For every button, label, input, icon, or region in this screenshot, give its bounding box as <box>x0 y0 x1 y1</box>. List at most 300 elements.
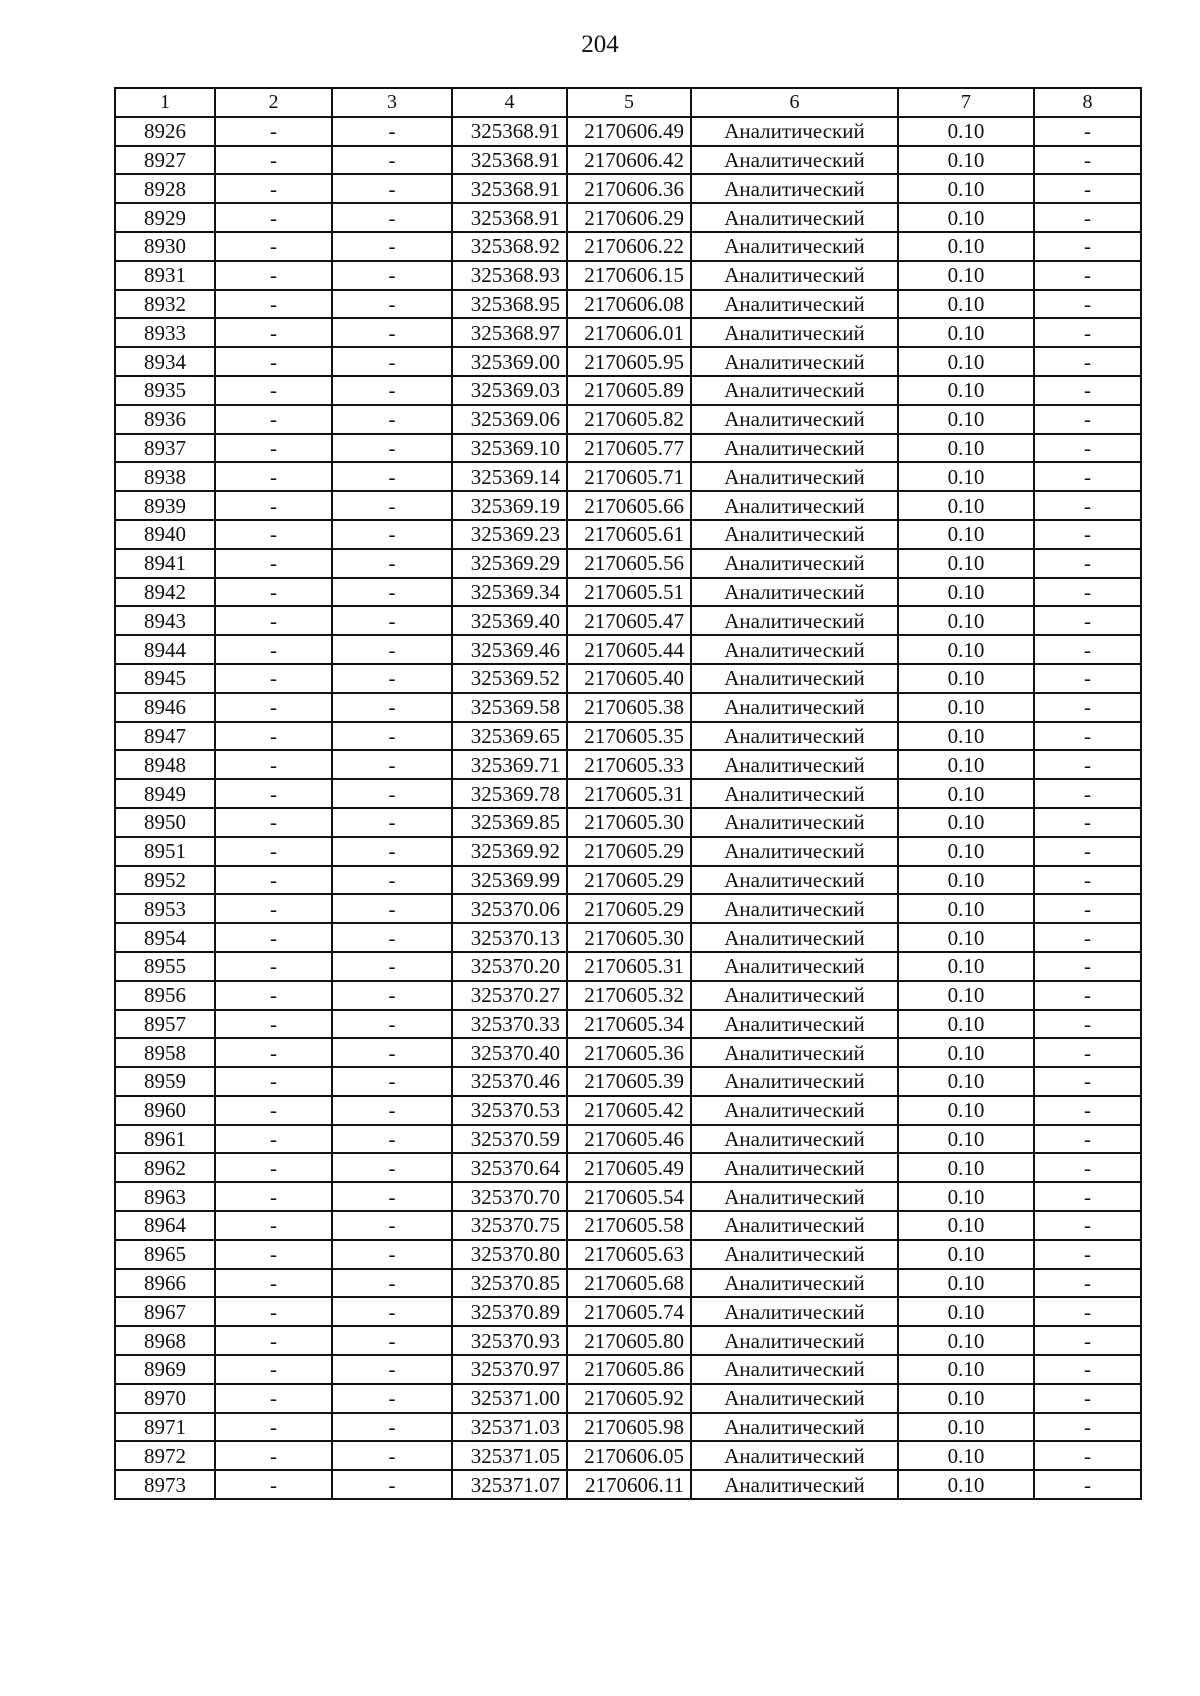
cell-coord-y: 2170605.63 <box>567 1240 691 1269</box>
cell-col-2: - <box>215 1470 332 1499</box>
cell-point-number: 8967 <box>115 1297 215 1326</box>
cell-accuracy: 0.10 <box>898 1441 1034 1470</box>
cell-coord-y: 2170605.58 <box>567 1211 691 1240</box>
cell-point-number: 8963 <box>115 1182 215 1211</box>
cell-accuracy: 0.10 <box>898 578 1034 607</box>
coordinates-table-container <box>114 87 1140 1500</box>
cell-col-3: - <box>332 347 452 376</box>
cell-coord-x: 325370.13 <box>452 923 567 952</box>
cell-accuracy: 0.10 <box>898 635 1034 664</box>
cell-method: Аналитический <box>691 1297 898 1326</box>
column-header-5: 5 <box>567 88 691 117</box>
cell-col-2: - <box>215 1240 332 1269</box>
cell-coord-x: 325368.95 <box>452 290 567 319</box>
cell-method: Аналитический <box>691 1153 898 1182</box>
cell-method: Аналитический <box>691 318 898 347</box>
cell-col-2: - <box>215 491 332 520</box>
table-row <box>115 434 1141 463</box>
cell-col-3: - <box>332 261 452 290</box>
cell-method: Аналитический <box>691 693 898 722</box>
cell-method: Аналитический <box>691 1441 898 1470</box>
table-row <box>115 491 1141 520</box>
cell-coord-x: 325369.85 <box>452 808 567 837</box>
cell-coord-y: 2170606.29 <box>567 203 691 232</box>
cell-col-2: - <box>215 1384 332 1413</box>
cell-col-2: - <box>215 405 332 434</box>
cell-method: Аналитический <box>691 578 898 607</box>
cell-method: Аналитический <box>691 894 898 923</box>
cell-col-2: - <box>215 923 332 952</box>
table-row <box>115 750 1141 779</box>
cell-coord-x: 325368.91 <box>452 203 567 232</box>
cell-coord-x: 325368.92 <box>452 232 567 261</box>
cell-col-3: - <box>332 837 452 866</box>
cell-point-number: 8953 <box>115 894 215 923</box>
cell-col-2: - <box>215 722 332 751</box>
cell-accuracy: 0.10 <box>898 1211 1034 1240</box>
cell-point-number: 8946 <box>115 693 215 722</box>
cell-coord-y: 2170605.35 <box>567 722 691 751</box>
cell-col-2: - <box>215 347 332 376</box>
cell-point-number: 8958 <box>115 1038 215 1067</box>
cell-col-8: - <box>1034 203 1141 232</box>
cell-point-number: 8929 <box>115 203 215 232</box>
cell-col-3: - <box>332 232 452 261</box>
cell-method: Аналитический <box>691 1384 898 1413</box>
table-row <box>115 1067 1141 1096</box>
cell-method: Аналитический <box>691 462 898 491</box>
cell-coord-y: 2170606.15 <box>567 261 691 290</box>
cell-coord-y: 2170605.71 <box>567 462 691 491</box>
cell-point-number: 8968 <box>115 1326 215 1355</box>
cell-point-number: 8952 <box>115 866 215 895</box>
cell-col-3: - <box>332 750 452 779</box>
cell-coord-x: 325371.05 <box>452 1441 567 1470</box>
cell-accuracy: 0.10 <box>898 261 1034 290</box>
cell-col-8: - <box>1034 1096 1141 1125</box>
cell-accuracy: 0.10 <box>898 664 1034 693</box>
cell-col-8: - <box>1034 1269 1141 1298</box>
cell-col-3: - <box>332 1470 452 1499</box>
cell-coord-x: 325370.75 <box>452 1211 567 1240</box>
table-row <box>115 578 1141 607</box>
cell-coord-x: 325369.99 <box>452 866 567 895</box>
cell-method: Аналитический <box>691 1326 898 1355</box>
cell-accuracy: 0.10 <box>898 146 1034 175</box>
cell-col-8: - <box>1034 1413 1141 1442</box>
cell-coord-x: 325370.85 <box>452 1269 567 1298</box>
cell-coord-y: 2170605.49 <box>567 1153 691 1182</box>
cell-coord-x: 325369.71 <box>452 750 567 779</box>
cell-point-number: 8959 <box>115 1067 215 1096</box>
cell-coord-y: 2170605.68 <box>567 1269 691 1298</box>
table-row <box>115 635 1141 664</box>
cell-method: Аналитический <box>691 1211 898 1240</box>
cell-coord-y: 2170605.86 <box>567 1355 691 1384</box>
cell-accuracy: 0.10 <box>898 1269 1034 1298</box>
cell-point-number: 8950 <box>115 808 215 837</box>
cell-coord-y: 2170605.61 <box>567 520 691 549</box>
cell-col-3: - <box>332 1067 452 1096</box>
cell-coord-y: 2170605.46 <box>567 1125 691 1154</box>
cell-accuracy: 0.10 <box>898 491 1034 520</box>
cell-point-number: 8940 <box>115 520 215 549</box>
cell-point-number: 8927 <box>115 146 215 175</box>
cell-col-8: - <box>1034 232 1141 261</box>
cell-accuracy: 0.10 <box>898 290 1034 319</box>
table-row <box>115 664 1141 693</box>
cell-method: Аналитический <box>691 203 898 232</box>
cell-point-number: 8970 <box>115 1384 215 1413</box>
cell-accuracy: 0.10 <box>898 722 1034 751</box>
cell-col-3: - <box>332 174 452 203</box>
cell-accuracy: 0.10 <box>898 1182 1034 1211</box>
cell-col-8: - <box>1034 808 1141 837</box>
cell-point-number: 8931 <box>115 261 215 290</box>
cell-col-8: - <box>1034 779 1141 808</box>
table-row <box>115 347 1141 376</box>
cell-accuracy: 0.10 <box>898 981 1034 1010</box>
cell-col-3: - <box>332 203 452 232</box>
table-row <box>115 261 1141 290</box>
table-row <box>115 1211 1141 1240</box>
table-row <box>115 290 1141 319</box>
cell-accuracy: 0.10 <box>898 1125 1034 1154</box>
cell-col-8: - <box>1034 750 1141 779</box>
cell-col-2: - <box>215 1355 332 1384</box>
cell-coord-x: 325370.70 <box>452 1182 567 1211</box>
cell-point-number: 8971 <box>115 1413 215 1442</box>
cell-col-3: - <box>332 866 452 895</box>
cell-col-8: - <box>1034 693 1141 722</box>
cell-method: Аналитический <box>691 981 898 1010</box>
cell-col-3: - <box>332 635 452 664</box>
cell-col-2: - <box>215 1153 332 1182</box>
cell-accuracy: 0.10 <box>898 779 1034 808</box>
cell-col-8: - <box>1034 1297 1141 1326</box>
table-row <box>115 866 1141 895</box>
cell-col-2: - <box>215 462 332 491</box>
cell-col-8: - <box>1034 1355 1141 1384</box>
cell-col-8: - <box>1034 837 1141 866</box>
column-header-6: 6 <box>691 88 898 117</box>
table-row <box>115 1355 1141 1384</box>
cell-coord-y: 2170605.31 <box>567 952 691 981</box>
cell-coord-y: 2170605.30 <box>567 808 691 837</box>
cell-point-number: 8948 <box>115 750 215 779</box>
cell-col-2: - <box>215 635 332 664</box>
cell-col-3: - <box>332 1384 452 1413</box>
table-row <box>115 722 1141 751</box>
cell-col-8: - <box>1034 894 1141 923</box>
cell-method: Аналитический <box>691 722 898 751</box>
table-row <box>115 894 1141 923</box>
cell-method: Аналитический <box>691 635 898 664</box>
cell-col-2: - <box>215 981 332 1010</box>
cell-coord-y: 2170606.49 <box>567 117 691 146</box>
cell-method: Аналитический <box>691 117 898 146</box>
table-row <box>115 174 1141 203</box>
cell-col-2: - <box>215 1297 332 1326</box>
cell-coord-y: 2170606.22 <box>567 232 691 261</box>
cell-accuracy: 0.10 <box>898 866 1034 895</box>
cell-col-3: - <box>332 1153 452 1182</box>
table-row <box>115 549 1141 578</box>
cell-point-number: 8969 <box>115 1355 215 1384</box>
column-header-7: 7 <box>898 88 1034 117</box>
cell-col-8: - <box>1034 1211 1141 1240</box>
cell-point-number: 8938 <box>115 462 215 491</box>
cell-col-2: - <box>215 1326 332 1355</box>
cell-col-8: - <box>1034 1240 1141 1269</box>
cell-point-number: 8964 <box>115 1211 215 1240</box>
table-row <box>115 837 1141 866</box>
cell-method: Аналитический <box>691 952 898 981</box>
cell-coord-y: 2170605.95 <box>567 347 691 376</box>
cell-coord-x: 325370.27 <box>452 981 567 1010</box>
cell-col-8: - <box>1034 117 1141 146</box>
cell-coord-y: 2170606.36 <box>567 174 691 203</box>
cell-accuracy: 0.10 <box>898 923 1034 952</box>
cell-coord-y: 2170605.74 <box>567 1297 691 1326</box>
cell-coord-y: 2170606.08 <box>567 290 691 319</box>
cell-method: Аналитический <box>691 549 898 578</box>
table-row <box>115 1269 1141 1298</box>
cell-coord-x: 325368.91 <box>452 117 567 146</box>
cell-method: Аналитический <box>691 174 898 203</box>
cell-coord-x: 325370.46 <box>452 1067 567 1096</box>
cell-point-number: 8955 <box>115 952 215 981</box>
cell-col-3: - <box>332 1240 452 1269</box>
cell-col-3: - <box>332 894 452 923</box>
cell-col-8: - <box>1034 606 1141 635</box>
table-row <box>115 1240 1141 1269</box>
cell-method: Аналитический <box>691 1269 898 1298</box>
cell-coord-x: 325370.20 <box>452 952 567 981</box>
cell-coord-x: 325368.91 <box>452 174 567 203</box>
cell-method: Аналитический <box>691 1067 898 1096</box>
cell-col-2: - <box>215 1413 332 1442</box>
column-header-4: 4 <box>452 88 567 117</box>
cell-col-2: - <box>215 174 332 203</box>
cell-coord-x: 325371.03 <box>452 1413 567 1442</box>
cell-col-2: - <box>215 1067 332 1096</box>
cell-col-3: - <box>332 578 452 607</box>
cell-col-8: - <box>1034 405 1141 434</box>
cell-col-2: - <box>215 290 332 319</box>
cell-point-number: 8926 <box>115 117 215 146</box>
table-row <box>115 117 1141 146</box>
cell-method: Аналитический <box>691 434 898 463</box>
cell-col-3: - <box>332 1096 452 1125</box>
cell-accuracy: 0.10 <box>898 1355 1034 1384</box>
cell-point-number: 8937 <box>115 434 215 463</box>
cell-accuracy: 0.10 <box>898 1470 1034 1499</box>
cell-accuracy: 0.10 <box>898 405 1034 434</box>
cell-accuracy: 0.10 <box>898 318 1034 347</box>
cell-coord-y: 2170606.01 <box>567 318 691 347</box>
cell-col-2: - <box>215 232 332 261</box>
table-row <box>115 1297 1141 1326</box>
table-row <box>115 779 1141 808</box>
table-header-row <box>115 88 1141 117</box>
cell-col-2: - <box>215 693 332 722</box>
table-row <box>115 1153 1141 1182</box>
cell-accuracy: 0.10 <box>898 376 1034 405</box>
cell-col-8: - <box>1034 146 1141 175</box>
cell-col-3: - <box>332 549 452 578</box>
table-row <box>115 1470 1141 1499</box>
cell-col-2: - <box>215 750 332 779</box>
cell-accuracy: 0.10 <box>898 808 1034 837</box>
cell-coord-x: 325369.23 <box>452 520 567 549</box>
table-row <box>115 318 1141 347</box>
cell-col-2: - <box>215 1096 332 1125</box>
cell-point-number: 8965 <box>115 1240 215 1269</box>
cell-accuracy: 0.10 <box>898 1038 1034 1067</box>
cell-col-2: - <box>215 952 332 981</box>
cell-coord-x: 325370.06 <box>452 894 567 923</box>
cell-coord-y: 2170606.11 <box>567 1470 691 1499</box>
cell-coord-y: 2170606.05 <box>567 1441 691 1470</box>
column-header-8: 8 <box>1034 88 1141 117</box>
cell-col-8: - <box>1034 347 1141 376</box>
cell-coord-x: 325369.00 <box>452 347 567 376</box>
cell-col-8: - <box>1034 1384 1141 1413</box>
cell-point-number: 8966 <box>115 1269 215 1298</box>
table-row <box>115 462 1141 491</box>
page-number: 204 <box>581 31 619 58</box>
cell-col-8: - <box>1034 923 1141 952</box>
table-row <box>115 203 1141 232</box>
cell-point-number: 8960 <box>115 1096 215 1125</box>
cell-method: Аналитический <box>691 146 898 175</box>
table-row <box>115 981 1141 1010</box>
cell-col-2: - <box>215 1211 332 1240</box>
cell-col-8: - <box>1034 376 1141 405</box>
table-body <box>115 88 1141 1499</box>
cell-col-8: - <box>1034 866 1141 895</box>
cell-coord-x: 325369.19 <box>452 491 567 520</box>
cell-accuracy: 0.10 <box>898 693 1034 722</box>
cell-coord-y: 2170605.34 <box>567 1010 691 1039</box>
cell-col-3: - <box>332 117 452 146</box>
column-header-1: 1 <box>115 88 215 117</box>
cell-col-3: - <box>332 1125 452 1154</box>
cell-point-number: 8962 <box>115 1153 215 1182</box>
cell-coord-x: 325370.53 <box>452 1096 567 1125</box>
cell-point-number: 8934 <box>115 347 215 376</box>
table-row <box>115 952 1141 981</box>
cell-col-3: - <box>332 1355 452 1384</box>
cell-col-2: - <box>215 1441 332 1470</box>
column-header-3: 3 <box>332 88 452 117</box>
cell-method: Аналитический <box>691 1355 898 1384</box>
cell-accuracy: 0.10 <box>898 1153 1034 1182</box>
cell-method: Аналитический <box>691 779 898 808</box>
cell-accuracy: 0.10 <box>898 520 1034 549</box>
cell-coord-x: 325369.29 <box>452 549 567 578</box>
cell-col-3: - <box>332 146 452 175</box>
cell-col-2: - <box>215 606 332 635</box>
table-row <box>115 808 1141 837</box>
cell-col-2: - <box>215 434 332 463</box>
table-row <box>115 1038 1141 1067</box>
cell-point-number: 8945 <box>115 664 215 693</box>
cell-col-8: - <box>1034 578 1141 607</box>
table-row <box>115 1182 1141 1211</box>
cell-col-2: - <box>215 866 332 895</box>
cell-coord-y: 2170605.40 <box>567 664 691 693</box>
table-row <box>115 1010 1141 1039</box>
cell-method: Аналитический <box>691 1470 898 1499</box>
table-row <box>115 146 1141 175</box>
cell-method: Аналитический <box>691 347 898 376</box>
cell-coord-x: 325369.14 <box>452 462 567 491</box>
cell-point-number: 8944 <box>115 635 215 664</box>
cell-point-number: 8947 <box>115 722 215 751</box>
cell-coord-y: 2170605.30 <box>567 923 691 952</box>
cell-point-number: 8941 <box>115 549 215 578</box>
cell-col-3: - <box>332 434 452 463</box>
cell-coord-x: 325369.40 <box>452 606 567 635</box>
cell-coord-y: 2170605.29 <box>567 837 691 866</box>
cell-col-3: - <box>332 722 452 751</box>
cell-coord-y: 2170605.77 <box>567 434 691 463</box>
cell-col-8: - <box>1034 635 1141 664</box>
cell-col-3: - <box>332 1269 452 1298</box>
cell-col-3: - <box>332 952 452 981</box>
cell-point-number: 8973 <box>115 1470 215 1499</box>
cell-coord-y: 2170605.33 <box>567 750 691 779</box>
cell-point-number: 8957 <box>115 1010 215 1039</box>
cell-col-8: - <box>1034 549 1141 578</box>
table-row <box>115 376 1141 405</box>
cell-col-3: - <box>332 1010 452 1039</box>
cell-col-3: - <box>332 376 452 405</box>
cell-point-number: 8943 <box>115 606 215 635</box>
cell-col-3: - <box>332 664 452 693</box>
cell-col-8: - <box>1034 520 1141 549</box>
cell-col-3: - <box>332 693 452 722</box>
cell-point-number: 8949 <box>115 779 215 808</box>
cell-coord-x: 325371.07 <box>452 1470 567 1499</box>
cell-accuracy: 0.10 <box>898 1010 1034 1039</box>
cell-col-2: - <box>215 520 332 549</box>
cell-coord-x: 325369.46 <box>452 635 567 664</box>
cell-method: Аналитический <box>691 1413 898 1442</box>
cell-coord-y: 2170605.39 <box>567 1067 691 1096</box>
cell-col-3: - <box>332 981 452 1010</box>
cell-coord-y: 2170605.38 <box>567 693 691 722</box>
cell-col-2: - <box>215 808 332 837</box>
cell-accuracy: 0.10 <box>898 434 1034 463</box>
cell-coord-y: 2170605.66 <box>567 491 691 520</box>
cell-col-3: - <box>332 1211 452 1240</box>
cell-accuracy: 0.10 <box>898 1413 1034 1442</box>
cell-point-number: 8942 <box>115 578 215 607</box>
cell-coord-y: 2170605.98 <box>567 1413 691 1442</box>
cell-coord-x: 325369.34 <box>452 578 567 607</box>
cell-coord-x: 325369.58 <box>452 693 567 722</box>
cell-col-2: - <box>215 894 332 923</box>
cell-col-3: - <box>332 1297 452 1326</box>
cell-col-2: - <box>215 146 332 175</box>
cell-coord-y: 2170605.54 <box>567 1182 691 1211</box>
cell-col-3: - <box>332 1413 452 1442</box>
cell-point-number: 8956 <box>115 981 215 1010</box>
cell-col-8: - <box>1034 174 1141 203</box>
